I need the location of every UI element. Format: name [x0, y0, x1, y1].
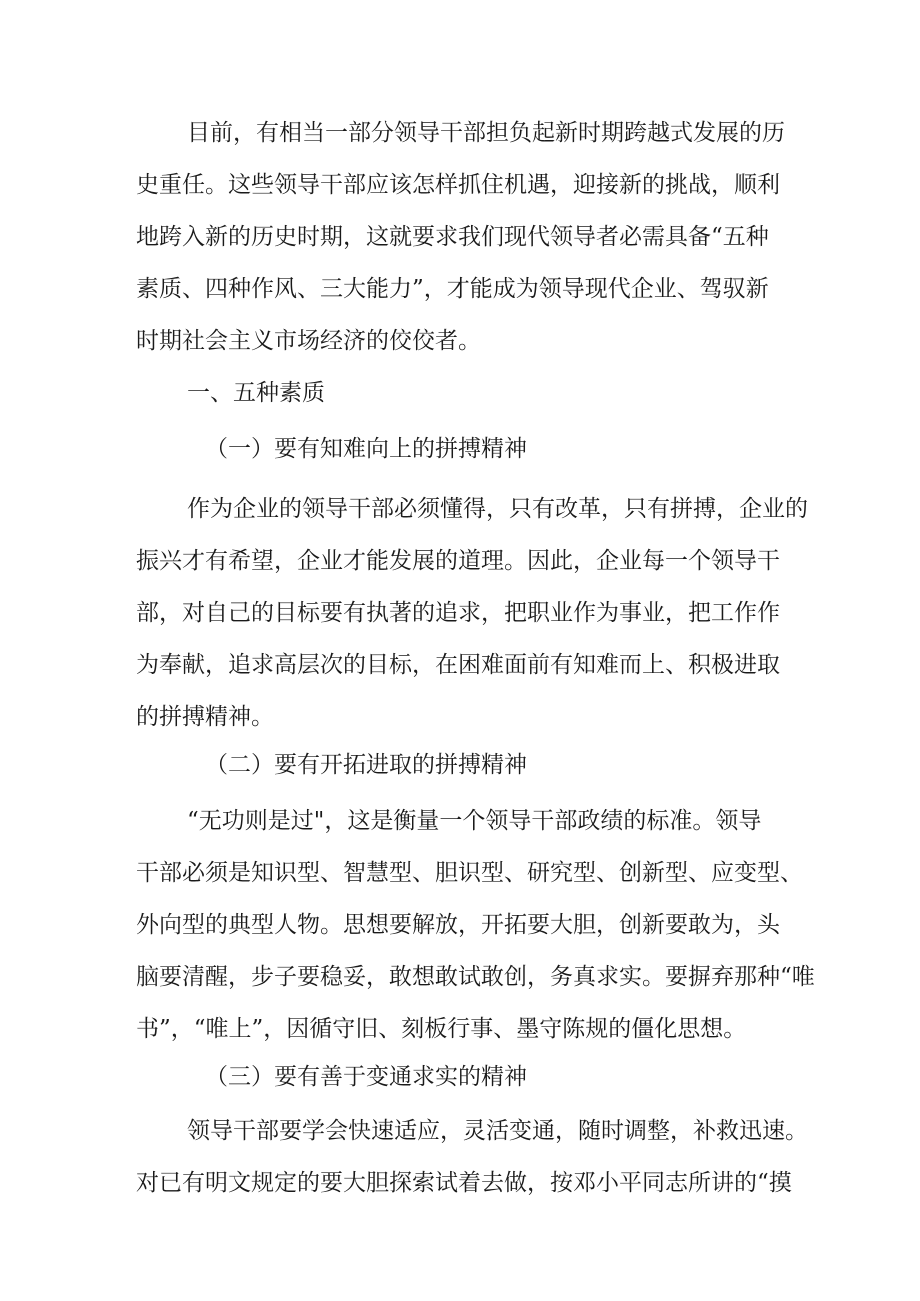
subsection-heading-1: （一）要有知难向上的拼搏精神: [205, 436, 527, 462]
sub1-line-4: 为奉献，追求高层次的目标，在困难面前有知难而上、积极进取: [136, 652, 780, 678]
sub2-line-2: 干部必须是知识型、智慧型、胆识型、研究型、创新型、应变型、: [136, 860, 803, 886]
intro-line-4: 素质、四种作风、三大能力”，才能成为领导现代企业、驾驭新: [136, 276, 769, 302]
intro-line-1: 目前，有相当一部分领导干部担负起新时期跨越式发展的历: [187, 120, 785, 146]
subsection-heading-2: （二）要有开拓进取的拼搏精神: [205, 752, 527, 778]
sub2-line-5: 书”，“唯上”，因循守旧、刻板行事、墨守陈规的僵化思想。: [136, 1016, 747, 1042]
sub3-line-1: 领导干部要学会快速适应，灵活变通，随时调整，补救迅速。: [187, 1118, 808, 1144]
intro-line-2: 史重任。这些领导干部应该怎样抓住机遇，迎接新的挑战，顺利: [136, 172, 780, 198]
sub1-line-3: 部，对自己的目标要有执著的追求，把职业作为事业，把工作作: [136, 600, 780, 626]
sub2-line-3: 外向型的典型人物。思想要解放，开拓要大胆，创新要敢为，头: [136, 912, 780, 938]
intro-line-3: 地跨入新的历史时期，这就要求我们现代领导者必需具备“五种: [136, 224, 769, 250]
subsection-heading-3: （三）要有善于变通求实的精神: [205, 1064, 527, 1090]
sub2-line-4: 脑要清醒，步子要稳妥，敢想敢试敢创，务真求实。要摒弃那种“唯: [136, 964, 815, 990]
sub2-line-1: “无功则是过"，这是衡量一个领导干部政绩的标准。领导: [187, 808, 762, 834]
sub3-line-2: 对已有明文规定的要大胆探索试着去做，按邓小平同志所讲的“摸: [136, 1170, 792, 1196]
sub1-line-1: 作为企业的领导干部必须懂得，只有改革，只有拼搏，企业的: [187, 496, 808, 522]
intro-line-5: 时期社会主义市场经济的佼佼者。: [136, 328, 481, 354]
section-heading-1: 一、五种素质: [187, 380, 325, 406]
sub1-line-2: 振兴才有希望，企业才能发展的道理。因此，企业每一个领导干: [136, 548, 780, 574]
sub1-line-5: 的拼搏精神。: [136, 704, 274, 730]
